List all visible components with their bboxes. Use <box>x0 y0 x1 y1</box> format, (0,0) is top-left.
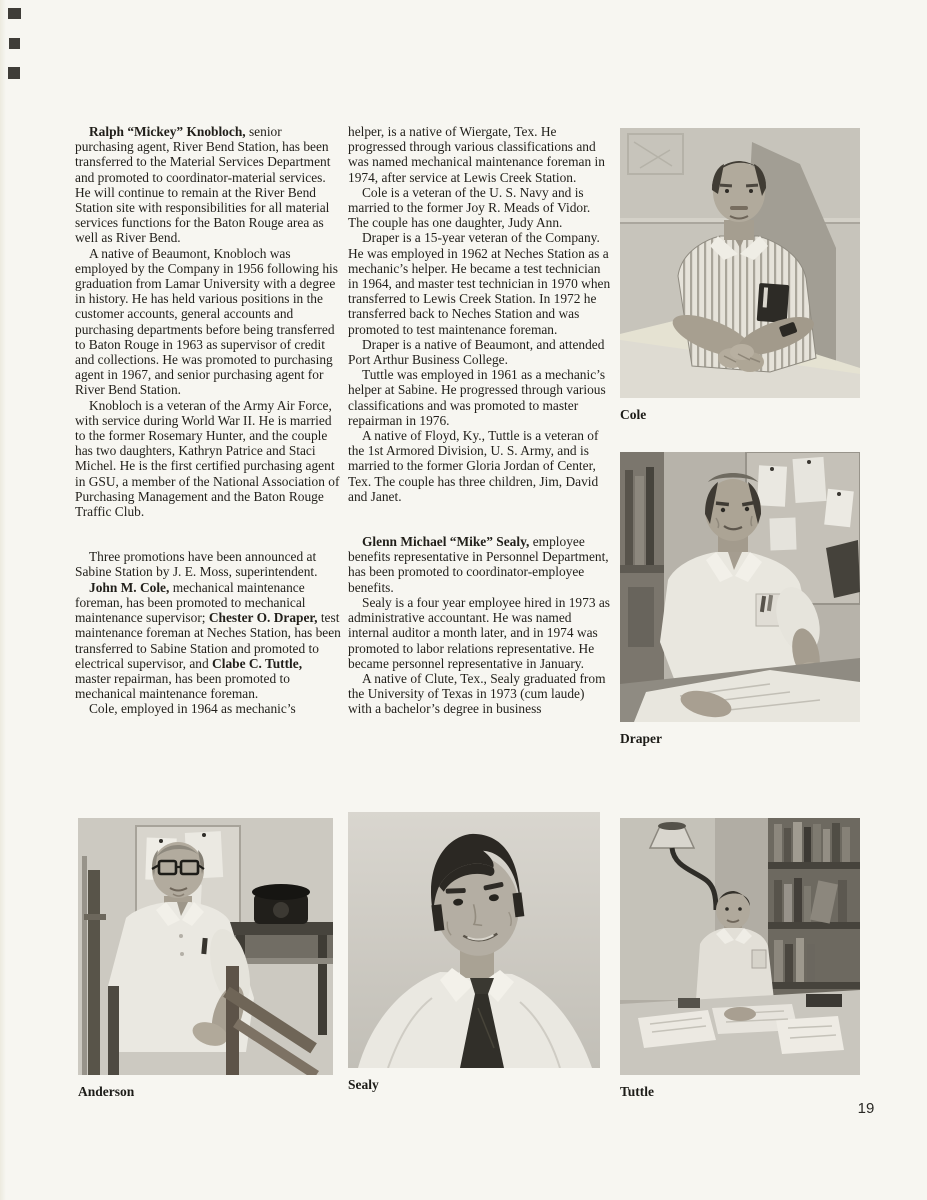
photo-tuttle <box>620 818 860 1075</box>
figure-tuttle <box>620 818 860 1100</box>
paragraph: Sealy is a four year employee hired in 1973 as administrative accountant. He was named internal auditor a month later, and in 1974 was promoted to labor relations representative. He became personnel representative in January. <box>348 594 611 671</box>
paragraph: A native of Beaumont, Knobloch was employed by the Company in 1956 following his graduation from Lamar University with a degree in history. He has held various positions in the customer accounts, general accounts and purchasing departments before being transferred to Baton Rouge in 1963 as supervisor of credit and collections. He was promoted to purchasing agent in 1967, and senior purchasing agent for River Bend Station. <box>75 245 338 398</box>
article-column-left <box>75 124 341 717</box>
caption-draper: Draper <box>620 731 662 746</box>
photo-draper <box>620 452 860 722</box>
figure-sealy <box>348 812 600 1093</box>
paragraph: Knobloch is a veteran of the Army Air Force, with service during World War II. He is married to the former Rosemary Hunter, and the couple has two daughters, Kathryn Patrice and Staci Michel. He is the first certified purchasing agent in GSU, a member of the National Association of Purchasing Management and the Baton Rouge Traffic Club. <box>75 397 340 520</box>
paragraph: Draper is a 15-year veteran of the Company. He was employed in 1962 at Neches Station as a mechanic’s helper. He became a test technician in 1964, and master test technician in 1970 when transferred to Lewis Creek Station. In 1972 he transferred back to Neches Station and was promoted to test maintenance foreman. <box>348 230 611 337</box>
scan-registration-mark <box>9 38 20 49</box>
caption-cole: Cole <box>620 407 647 422</box>
paragraph: Cole is a veteran of the U. S. Navy and is married to the former Joy R. Meads of Vidor. The couple has one daughter, Judy Ann. <box>348 184 591 231</box>
photo-anderson <box>78 818 333 1075</box>
figure-cole <box>620 128 860 423</box>
page-number: 19 <box>857 1100 875 1117</box>
paragraph: Glenn Michael “Mike” Sealy, employee benefits representative in Personnel Department, has been promoted to coordinator-employee benefits. <box>348 534 609 595</box>
paragraph: John M. Cole, mechanical maintenance foreman, has been promoted to mechanical maintenance supervisor; Chester O. Draper, test maintenance foreman at Neches Station, has been transferred to Sabine Station and promoted to electrical supervisor, and Clabe C. Tuttle, master repairman, has been promoted to mechanical maintenance foreman. <box>75 579 341 702</box>
photo-cole <box>620 128 860 398</box>
paragraph: A native of Floyd, Ky., Tuttle is a veteran of the 1st Armored Division, U. S. Army, and is married to the former Gloria Jordan of Center, Tex. The couple has three children, Jim, David and Janet. <box>348 428 599 504</box>
scan-registration-mark <box>8 8 21 19</box>
paragraph: helper, is a native of Wiergate, Tex. He progressed through various classifications and was named mechanical maintenance foreman in 1974, after service at Lewis Creek Station. <box>348 124 605 185</box>
caption-tuttle: Tuttle <box>620 1084 655 1099</box>
figure-draper <box>620 452 860 747</box>
caption-sealy: Sealy <box>348 1077 379 1092</box>
paragraph: Three promotions have been announced at Sabine Station by J. E. Moss, superintendent. <box>75 549 318 580</box>
scan-registration-mark <box>8 67 20 79</box>
paragraph: A native of Clute, Tex., Sealy graduated from the University of Texas in 1973 (cum laude) with a bachelor’s degree in business <box>348 670 606 717</box>
caption-anderson: Anderson <box>78 1084 135 1099</box>
photo-sealy <box>348 812 600 1068</box>
article-column-right <box>348 124 611 717</box>
paragraph: Cole, employed in 1964 as mechanic’s <box>89 701 296 717</box>
paragraph: Draper is a native of Beaumont, and attended Port Arthur Business College. <box>348 336 605 368</box>
paragraph: Tuttle was employed in 1961 as a mechanic’s helper at Sabine. He progressed through various classifications and was promoted to master repairman in 1976. <box>348 367 606 428</box>
paragraph: Ralph “Mickey” Knobloch, senior purchasing agent, River Bend Station, has been transferred to the Material Services Department and promoted to coordinator-material services. He will continue to remain at the River Bend Station site with responsibilities for all material services functions for the Baton Rouge area as well as River Bend. <box>75 124 331 246</box>
figure-anderson <box>78 818 333 1100</box>
